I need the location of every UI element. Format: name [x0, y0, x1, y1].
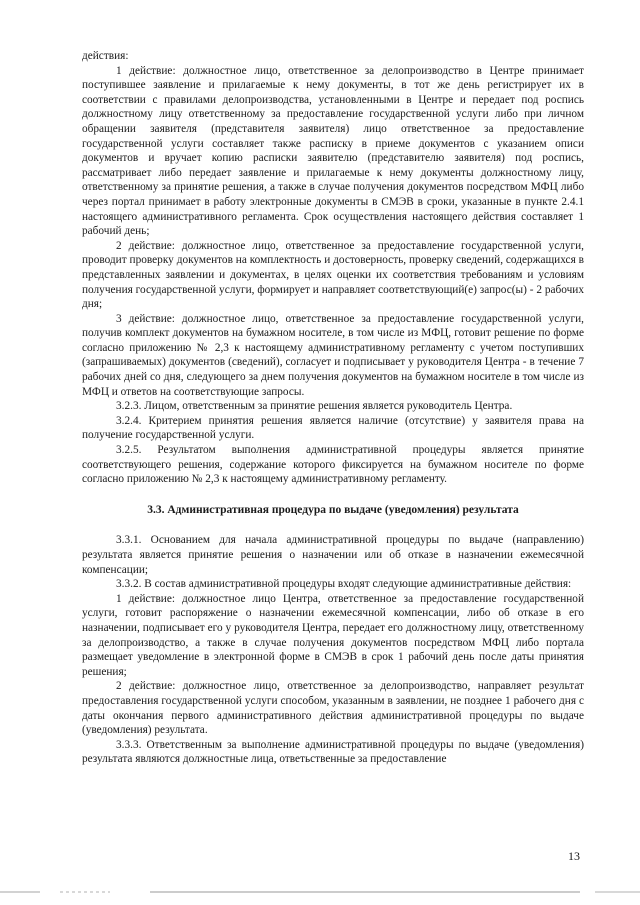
paragraph-3-3-2-action-2: 2 действие: должностное лицо, ответственное за делопроизводство, направляет результат предоставления государственной услуги способом, указанным в заявлении, не позднее 1 рабочего дня с даты окончания первого административного действия административной процедуры по выдаче (уведомления) результата.	[82, 680, 584, 737]
paragraph-3-2-3: 3.2.3. Лицом, ответственным за принятие решения является руководитель Центра.	[116, 400, 513, 413]
footer-scan-line	[0, 889, 640, 897]
paragraph-action-3: 3 действие: должностное лицо, ответственное за предоставление государственной услуги, получив комплект документов на бумажном носителе, в том числе из МФЦ, готовит решение по форме согласно приложению № 2,3 к настоящему административному регламенту с учетом поступивших (запрашиваемых) документов (сведений), согласует и подписывает у руководителя Центра - в течение 7 рабочих дней со дня, следующего за днем получения документов на бумажном носителе в том числе из МФЦ и ответов на соответствующие запросы.	[82, 312, 584, 398]
section-heading-3-3: 3.3. Административная процедура по выдаче (уведомления) результата	[147, 503, 519, 516]
paragraph-3-3-3: 3.3.3. Ответственным за выполнение административной процедуры по выдаче (уведомления) результата являются должностные лица, ответьственные за предоставление	[82, 738, 584, 766]
paragraph-actions-intro: действия:	[82, 50, 129, 62]
paragraph-3-3-2: 3.3.2. В состав административной процедуры входят следующие административные действия:	[116, 578, 572, 591]
paragraph-3-3-1: 3.3.1. Основанием для начала административной процедуры по выдаче (направлению) результата является принятие решения о назначении или об отказе в назначении ежемесячной компенсации;	[82, 534, 584, 576]
paragraph-3-3-2-action-1: 1 действие: должностное лицо Центра, ответственное за предоставление государственной услуги, готовит распоряжение о назначении ежемесячной компенсации, либо об отказе в его назначении, подписывает его у руководителя Центра, передает его должностному лицу, ответственному за делопроизводство, а также в случае получения документов посредством МФЦ либо портала размещает уведомление в электронной форме в СМЭВ в срок 1 рабочий день после даты принятия решения;	[82, 592, 584, 678]
paragraph-3-2-5: 3.2.5. Результатом выполнения административной процедуры является принятие соответствующего решения, содержание которого фиксируется на бумажном носителе по форме согласно приложению № 2,3 к настоящему административному регламенту.	[82, 444, 584, 486]
document-body	[82, 49, 584, 767]
paragraph-action-1: 1 действие: должностное лицо, ответственное за делопроизводство в Центре принимает поступившее заявление и прилагаемые к нему документы, в тот же день регистрирует их в соответствии с правилами делопроизводства, установленными в Центре и передает под роспись должностному лицу ответственному за предоставление государственной услуги либо при личном обращении заявителя (представителя заявителя) лицо ответственное за предоставление государственной услуги составляет также расписку в приеме документов с указанием описи документов и вручает копию расписки заявителю (представителю заявителя) под роспись, рассматривает либо передает заявление и прилагаемые к нему документы должностному лицу, ответственному за принятие решения, а также в случае получения документов посредством МФЦ либо через портал принимает в работу электронные документы в СМЭВ в сроки, указанные в пункте 2.4.1 настоящего административного регламента. Срок осуществления настоящего действия составляет 1 рабочий день;	[82, 64, 584, 238]
page-number: 13	[568, 849, 580, 863]
paragraph-action-2: 2 действие: должностное лицо, ответственное за предоставление государственной услуги, проводит проверку документов на комплектность и достоверность, проверку сведений, содержащихся в представленных заявлении и документах, в целях оценки их соответствия требованиям и условиям получения государственной услуги, формирует и направляет соответствующий(е) запрос(ы) - 2 рабочих дня;	[82, 239, 584, 311]
paragraph-3-2-4: 3.2.4. Критерием принятия решения является наличие (отсутствие) у заявителя права на получение государственной услуги.	[82, 414, 584, 442]
